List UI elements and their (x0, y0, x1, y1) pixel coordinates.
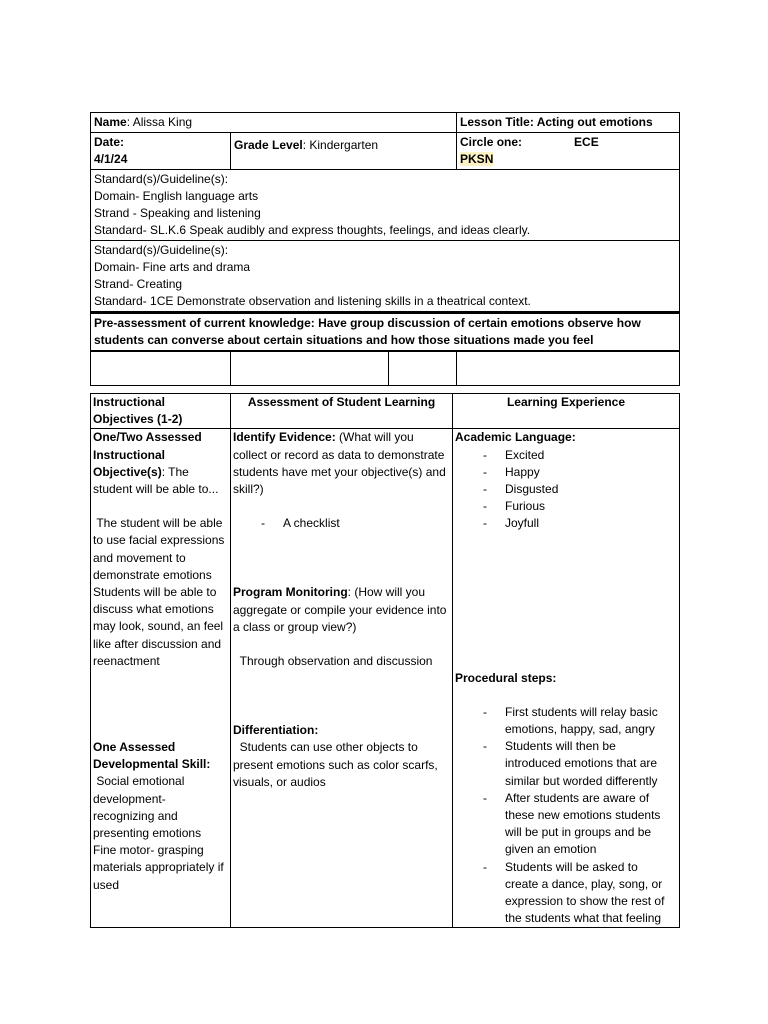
differentiation-title: Differentiation: (233, 723, 319, 738)
objectives-title: One/Two Assessed Instructional Objective(s) (93, 430, 202, 479)
monitoring-block (233, 584, 450, 636)
name-label: Name (94, 115, 127, 129)
monitoring-text: : (How will you aggregate or compile your evidence into a class or group view?) (233, 585, 447, 634)
standard-strand: Strand - Speaking and listening (94, 206, 261, 220)
objectives-header: Instructional Objectives (1-2) (91, 394, 231, 429)
circle-option-pksn: PKSN (460, 152, 494, 166)
assessment-cell (231, 429, 453, 928)
developmental-skill-title: One Assessed Developmental Skill: (93, 740, 211, 772)
standard-strand: Strand- Creating (94, 277, 183, 291)
procedural-steps-title: Procedural steps: (455, 670, 557, 685)
evidence-text: (What will you collect or record as data to demonstrate students have met your objective(s) and skill?) (233, 430, 446, 497)
blank-cell (389, 351, 457, 386)
procedural-step: - Students will then be introduced emotions that are similar but worded differently (455, 738, 669, 790)
pre-assessment-text: Pre-assessment of current knowledge: Have group discussion of certain emotions observe how students can converse about certain situations and how those situations made you feel (91, 313, 680, 352)
standard-cell-1 (91, 170, 680, 241)
standard-heading: Standard(s)/Guideline(s): (94, 172, 229, 186)
date-row (91, 133, 680, 170)
differentiation-text: Students can use other objects to present emotions such as color scarfs, visuals, or audios (233, 740, 442, 789)
objective-1: The student will be able to use facial expressions and movement to demonstrate emotions (93, 516, 228, 582)
objectives-intro-text: : The student will be able to... (93, 464, 219, 497)
lesson-plan-body-row (91, 429, 680, 928)
grade-value: : Kindergarten (302, 138, 379, 152)
lesson-plan-table (90, 393, 680, 928)
procedural-steps-list (455, 704, 677, 928)
date-cell (91, 133, 231, 170)
developmental-skill-2: Fine motor- grasping materials appropriately if used (93, 843, 224, 892)
circle-option-ece: ECE (574, 135, 599, 149)
grade-cell (231, 133, 457, 170)
blank-cell (231, 351, 389, 386)
standard-cell-2 (91, 241, 680, 313)
date-label: Date: (94, 135, 125, 149)
objectives-cell (91, 429, 231, 928)
name-row (91, 113, 680, 133)
lesson-title: Lesson Title: Acting out emotions (457, 113, 680, 133)
standard-heading: Standard(s)/Guideline(s): (94, 243, 229, 257)
lesson-plan-header-row (91, 394, 680, 429)
pre-assessment-row (91, 313, 680, 352)
assessment-header: Assessment of Student Learning (231, 394, 453, 429)
date-value: 4/1/24 (94, 152, 128, 166)
academic-word: - Disgusted (455, 481, 677, 498)
name-value: : Alissa King (126, 115, 193, 129)
academic-word: - Excited (455, 447, 677, 464)
standard-domain: Domain- Fine arts and drama (94, 260, 251, 274)
circle-cell (457, 133, 680, 170)
academic-language-title: Academic Language: (455, 430, 576, 445)
procedural-step: - Students will be asked to create a dance, play, song, or expression to show the rest of the students what that feeling (455, 859, 669, 928)
grade-label: Grade Level (234, 138, 303, 152)
academic-word: - Happy (455, 464, 677, 481)
name-cell (91, 113, 457, 133)
evidence-block (233, 429, 450, 498)
evidence-title: Identify Evidence: (233, 430, 336, 445)
procedural-step: - First students will relay basic emotions, happy, sad, angry (455, 704, 669, 738)
standard-text: Standard- 1CE Demonstrate observation and listening skills in a theatrical context. (94, 294, 531, 308)
experience-header: Learning Experience (453, 394, 680, 429)
standard-row-1 (91, 170, 680, 241)
academic-word: - Furious (455, 498, 677, 515)
academic-language-list (455, 447, 677, 533)
monitoring-answer: Through observation and discussion (233, 654, 433, 669)
blank-cell (91, 351, 231, 386)
objectives-intro (93, 429, 228, 498)
blank-row (91, 351, 680, 386)
blank-cell (457, 351, 680, 386)
lesson-header-table (90, 112, 680, 386)
objective-2: Students will be able to discuss what emotions may look, sound, an feel like after discussion and reenactment (93, 585, 224, 668)
procedural-step: - After students are aware of these new emotions students will be put in groups and be given an emotion (455, 790, 669, 859)
circle-label: Circle one: (460, 135, 523, 149)
academic-word: - Joyfull (455, 515, 677, 532)
standard-domain: Domain- English language arts (94, 189, 259, 203)
evidence-list (233, 515, 450, 532)
monitoring-title: Program Monitoring (233, 585, 348, 600)
standard-text: Standard- SL.K.6 Speak audibly and express thoughts, feelings, and ideas clearly. (94, 223, 531, 237)
experience-cell (453, 429, 680, 928)
developmental-skill-1: Social emotional development- recognizing and presenting emotions (93, 774, 202, 841)
standard-row-2 (91, 241, 680, 313)
evidence-item: - A checklist (233, 515, 450, 532)
